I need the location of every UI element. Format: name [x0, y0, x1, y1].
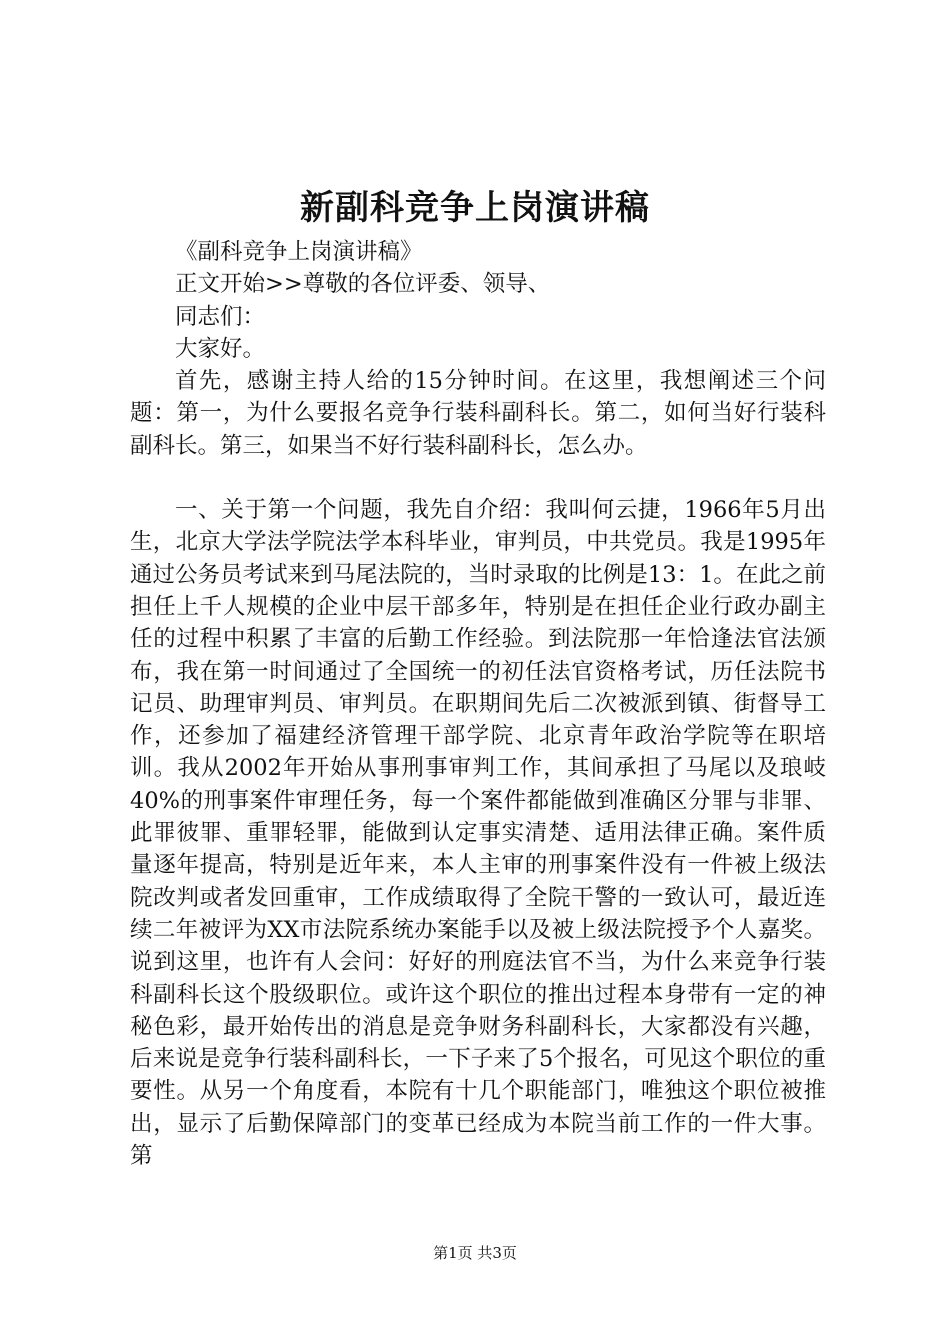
page-footer: 第1页 共3页 — [433, 1244, 517, 1262]
document-title: 新副科竞争上岗演讲稿 — [300, 188, 650, 228]
paragraph-greeting: 大家好。 — [175, 335, 266, 362]
paragraph-section-one: 一、关于第一个问题，我先自介绍：我叫何云捷，1966年5月出生，北京大学法学院法学本科毕业，审判员，中共党员。我是1995年通过公务员考试来到马尾法院的，当时录取的比例是13：1。在此之前担任上千人规模的企业中层干部多年，特别是在担任企业行政办副主任的过程中积累了丰富的后勤工作经验。到法院那一年恰逢法官法颁布，我在第一时间通过了全国统一的初任法官资格考试，历任法院书记员、助理审判员、审判员。在职期间先后二次被派到镇、街督导工作，还参加了福建经济管理干部学院、北京青年政治学院等在职培训。我从2002年开始从事刑事审判工作，其间承担了马尾以及琅岐40%的刑事案件审理任务，每一个案件都能做到准确区分罪与非罪、此罪彼罪、重罪轻罪，能做到认定事实清楚、适用法律正确。案件质量逐年提高，特别是近年来，本人主审的刑事案件没有一件被上级法院改判或者发回重审，工作成绩取得了全院干警的一致认可，最近连续二年被评为XX市法院系统办案能手以及被上级法院授予个人嘉奖。说到这里，也许有人会问：好好的刑庭法官不当，为什么来竞争行装科副科长这个股级职位。或许这个职位的推出过程本身带有一定的神秘色彩，最开始传出的消息是竞争财务科副科长，大家都没有兴趣，后来说是竞争行装科副科长，一下子来了5个报名，可见这个职位的重要性。从另一个角度看，本院有十几个职能部门，唯独这个职位被推出，显示了后勤保障部门的变革已经成为本院当前工作的一件大事。第 — [130, 497, 826, 1170]
paragraph-comrades: 同志们： — [175, 303, 266, 330]
document-body — [130, 236, 826, 1172]
paragraph-intro: 首先，感谢主持人给的15分钟时间。在这里，我想阐述三个问题：第一，为什么要报名竞争行装科副科长。第二，如何当好行装科副科长。第三，如果当不好行装科副科长，怎么办。 — [130, 368, 826, 459]
paragraph-subtitle: 《副科竞争上岗演讲稿》 — [175, 239, 423, 265]
paragraph-salutation: 正文开始>>尊敬的各位评委、领导、 — [175, 271, 551, 298]
